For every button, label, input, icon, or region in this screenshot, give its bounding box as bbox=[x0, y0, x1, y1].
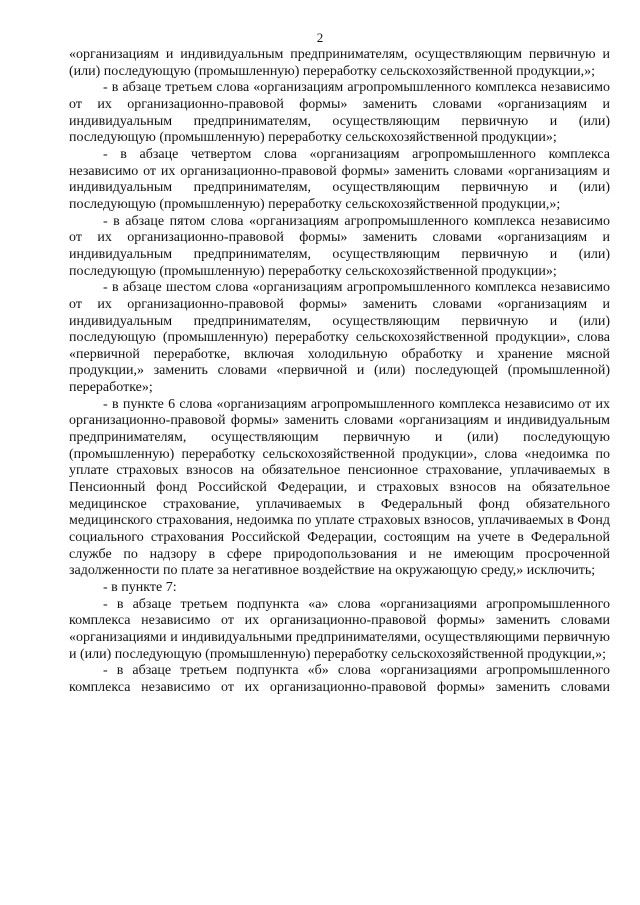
paragraph-abzac-4: - в абзаце четвертом слова «организациям агропромышленного комплекса независимо от их организационно-правовой формы» заменить словами «организациям и индивидуальным предпринимателям, осуществляющим первичную и (или) последующую (промышленную) переработку сельскохозяйственной продукции,»; bbox=[69, 146, 610, 212]
page-number: 2 bbox=[316, 30, 324, 45]
paragraph-podpunkt-b: - в абзаце третьем подпункта «б» слова «организациями агропромышленного комплекса независимо от их организационно-правовой формы» заменить словами bbox=[69, 663, 610, 695]
paragraph-abzac-3: - в абзаце третьем слова «организациям агропромышленного комплекса независимо от их организационно-правовой формы» заменить словами «организациям и индивидуальным предпринимателям, осуществляющим первичную и (или) последующую (промышленную) переработку сельскохозяйственной продукции»; bbox=[69, 80, 610, 146]
paragraph-podpunkt-a: - в абзаце третьем подпункта «а» слова «организациями агропромышленного комплекса независимо от их организационно-правовой формы» заменить словами «организациями и индивидуальными предпринимателями, осуществляющими первичную и (или) последующую (промышленную) переработку сельскохозяйственной продукции,»; bbox=[69, 596, 610, 662]
paragraph-continuation: «организациям и индивидуальным предпринимателям, осуществляющим первичную и (или) последующую (промышленную) переработку сельскохозяйственной продукции,»; bbox=[69, 47, 610, 79]
paragraph-abzac-5: - в абзаце пятом слова «организациям агропромышленного комплекса независимо от их организационно-правовой формы» заменить словами «организациям и индивидуальным предпринимателям, осуществляющим первичную и (или) последующую (промышленную) переработку сельскохозяйственной продукции»; bbox=[69, 213, 610, 279]
paragraph-punkt-6: - в пункте 6 слова «организациям агропромышленного комплекса независимо от их организационно-правовой формы» заменить словами «организациям и индивидуальным предпринимателям, осуществляющим первичную и (или) последующую (промышленную) переработку сельскохозяйственной продукции», слова «недоимка по уплате страховых взносов на обязательное пенсионное страхование, уплачиваемых в Пенсионный фонд Российской Федерации, и страховых взносов на обязательное медицинское страхование, уплачиваемых в Федеральный фонд обязательного медицинского страхования, недоимка по уплате страховых взносов, уплачиваемых в Фонд социального страхования Российской Федерации, состоящим на учете в Федеральной службе по надзору в сфере природопользования и не имеющим просроченной задолженности по плате за негативное воздействие на окружающую среду,» исключить; bbox=[69, 396, 610, 579]
document-body bbox=[69, 47, 610, 697]
paragraph-abzac-6: - в абзаце шестом слова «организациям агропромышленного комплекса независимо от их организационно-правовой формы» заменить словами «организациям и индивидуальным предпринимателям, осуществляющим первичную и (или) последующую (промышленную) переработку сельскохозяйственной продукции», слова «первичной переработке, включая холодильную обработку и хранение мясной продукции,» заменить словами «первичной и (или) последующей (промышленной) переработке»; bbox=[69, 280, 610, 396]
paragraph-punkt-7: - в пункте 7: bbox=[103, 580, 177, 595]
